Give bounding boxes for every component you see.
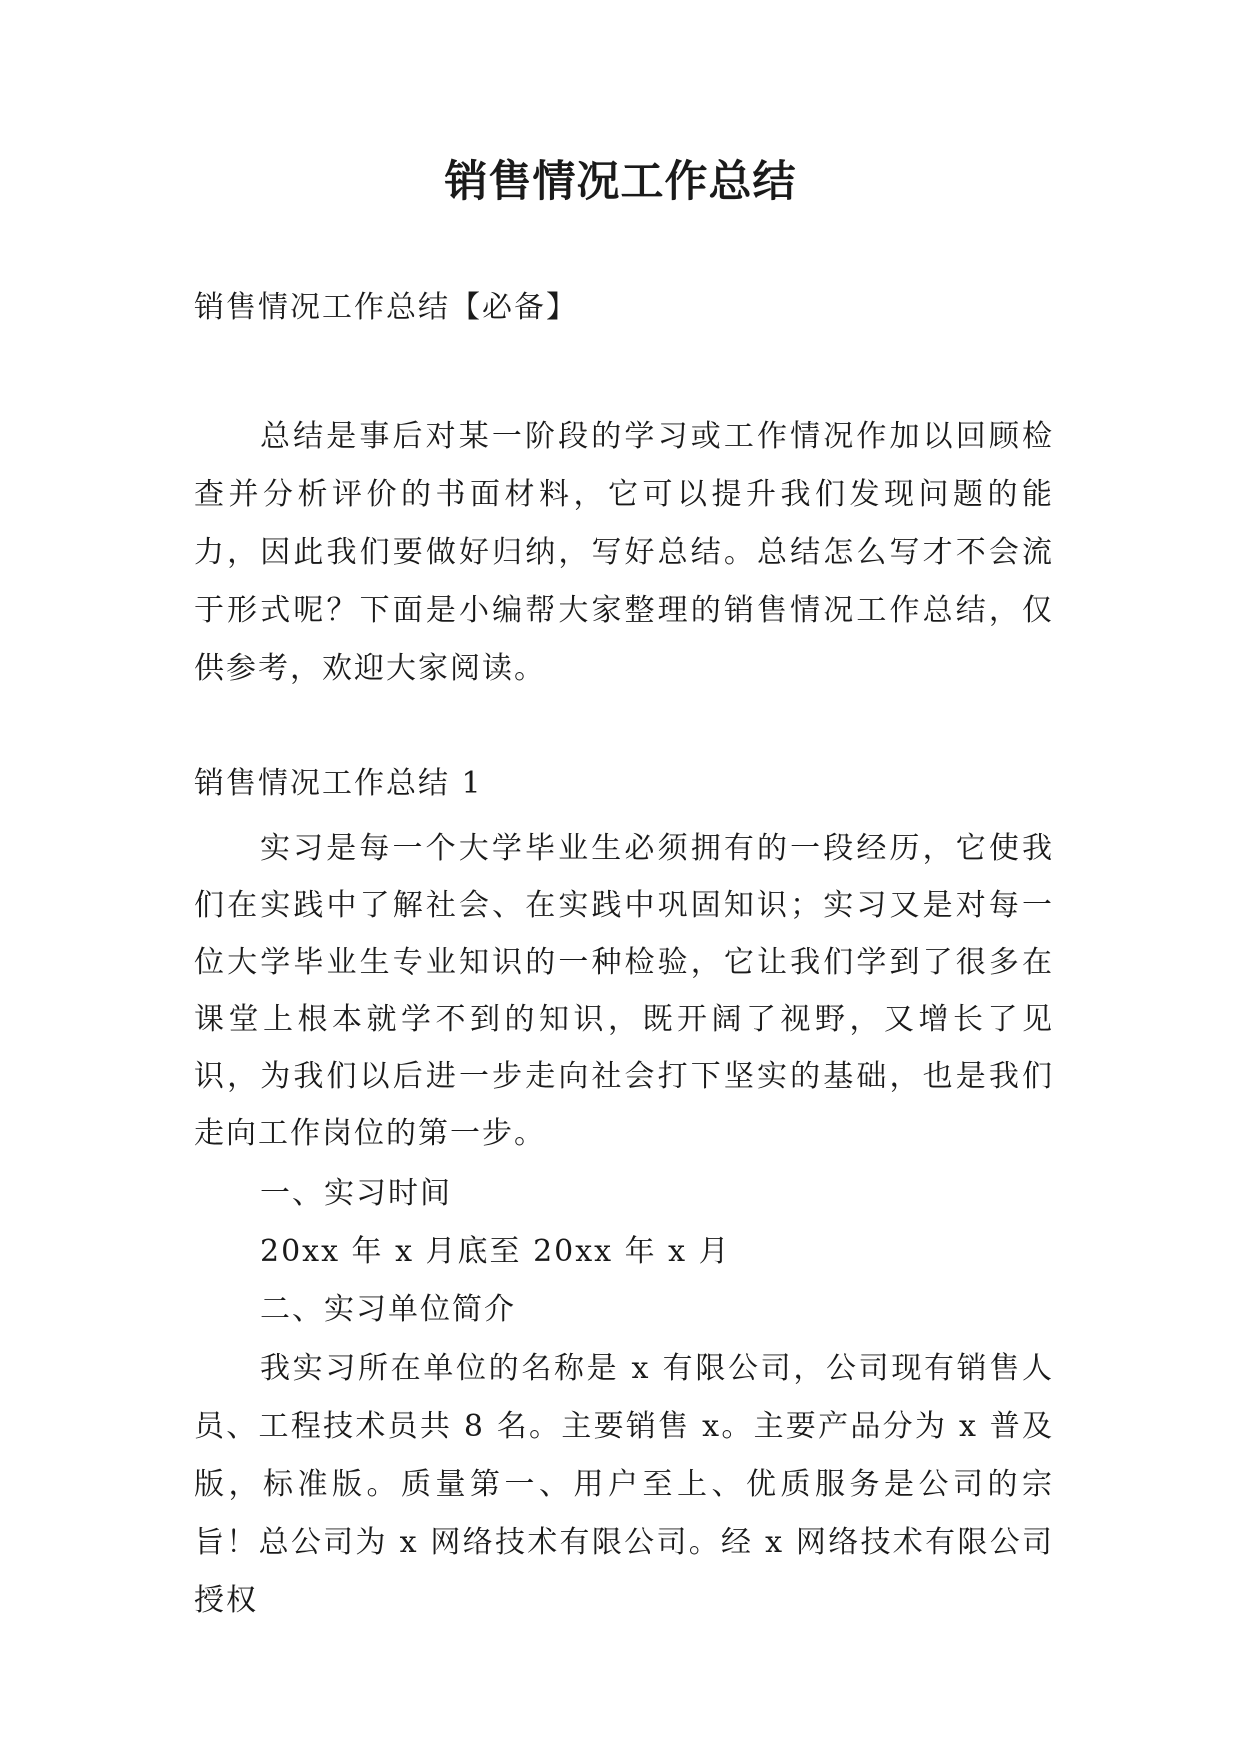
intro-paragraph: 总结是事后对某一阶段的学习或工作情况作加以回顾检查并分析评价的书面材料，它可以提升我们发现问题的能力，因此我们要做好归纳，写好总结。总结怎么写才不会流于形式呢？下面是小编帮大家整理的销售情况工作总结，仅供参考，欢迎大家阅读。 (194, 419, 1054, 686)
item-two-heading: 二、实习单位简介 (260, 1292, 516, 1327)
item-two-body-paragraph: 我实习所在单位的名称是 x 有限公司，公司现有销售人员、工程技术员共 8 名。主要销售 x。主要产品分为 x 普及版，标准版。质量第一、用户至上、优质服务是公司的宗旨！总公司为 x 网络技术有限公司。经 x 网络技术有限公司授权 (194, 1351, 1054, 1618)
section-heading: 销售情况工作总结 1 (194, 766, 483, 801)
document-title: 销售情况工作总结 (444, 157, 797, 207)
section-body-paragraph: 实习是每一个大学毕业生必须拥有的一段经历，它使我们在实践中了解社会、在实践中巩固知识；实习又是对每一位大学毕业生专业知识的一种检验，它让我们学到了很多在课堂上根本就学不到的知识，既开阔了视野，又增长了见识，为我们以后进一步走向社会打下坚实的基础，也是我们走向工作岗位的第一步。 (194, 831, 1054, 1151)
document-subtitle: 销售情况工作总结【必备】 (194, 290, 578, 325)
item-one-heading: 一、实习时间 (260, 1176, 452, 1211)
item-one-value: 20xx 年 x 月底至 20xx 年 x 月 (260, 1234, 731, 1269)
